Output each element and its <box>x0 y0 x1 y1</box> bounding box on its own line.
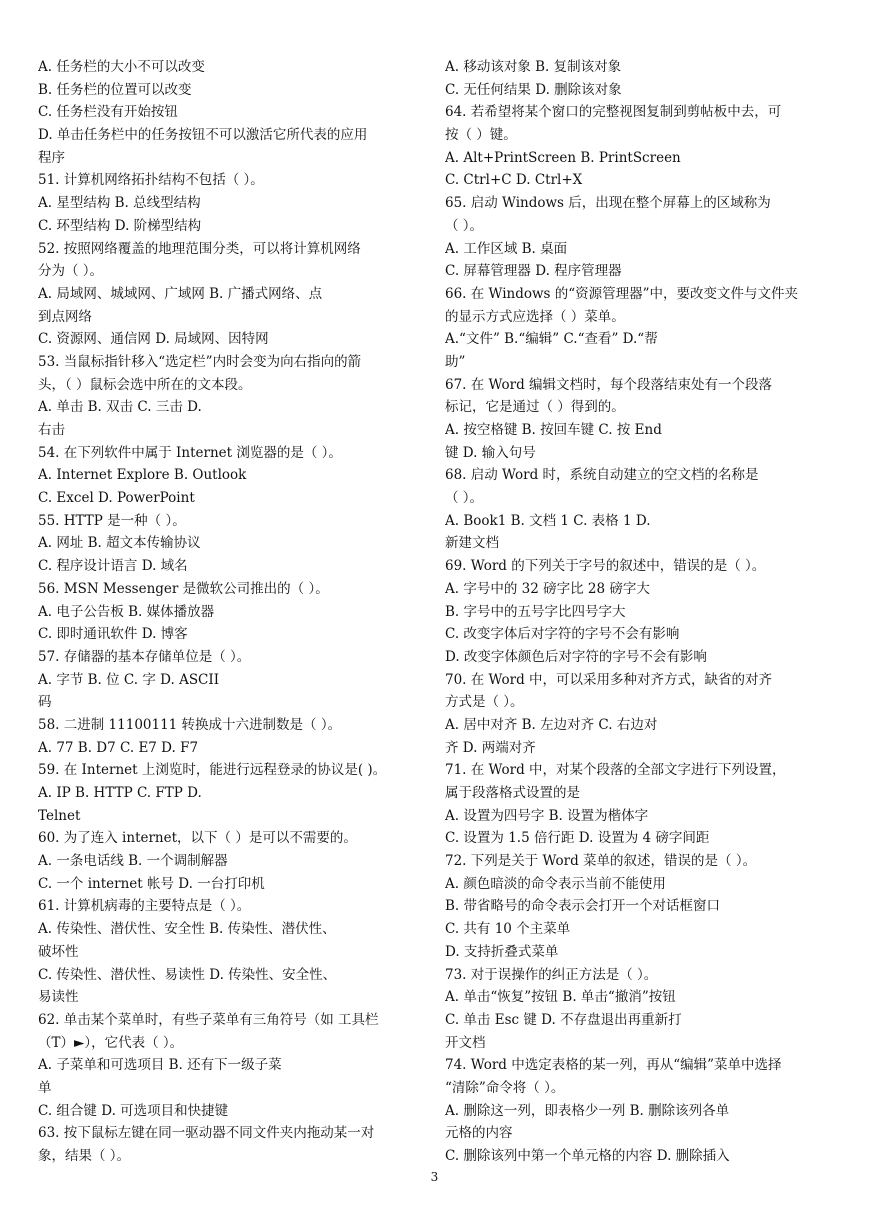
text-line: 标记，它是通过（ ）得到的。 <box>445 399 625 416</box>
text-line: 易读性 <box>38 989 79 1006</box>
left-column <box>38 56 423 1168</box>
text-line: A. 子菜单和可选项目 B. 还有下一级子菜 <box>38 1057 282 1074</box>
text-line: 66. 在 Windows 的“资源管理器”中，要改变文件与文件夹 <box>445 285 799 302</box>
text-line: 属于段落格式设置的是 <box>445 785 580 801</box>
text-line: C. 设置为 1.5 倍行距 D. 设置为 4 磅字间距 <box>445 830 710 847</box>
right-column <box>445 56 830 1168</box>
text-line: （ ）。 <box>445 490 484 507</box>
text-line: 53. 当鼠标指针移入“选定栏”内时会变为向右指向的箭 <box>38 353 362 370</box>
text-line: A. 移动该对象 B. 复制该对象 <box>445 59 622 75</box>
text-line: （T）►），它代表（ ）。 <box>38 1034 184 1051</box>
text-line: 码 <box>38 694 52 711</box>
text-line: 分为（ ）。 <box>38 263 104 280</box>
text-line: C. Ctrl+C D. Ctrl+X <box>445 172 583 189</box>
text-line: A. 单击“恢复”按钮 B. 单击“撤消”按钮 <box>445 989 676 1006</box>
text-line: 齐 D. 两端对齐 <box>445 739 536 756</box>
text-line: 头，（ ）鼠标会选中所在的文本段。 <box>38 376 252 393</box>
text-line: 59. 在 Internet 上浏览时，能进行远程登录的协议是( )。 <box>38 762 387 779</box>
text-line: 70. 在 Word 中，可以采用多种对齐方式，缺省的对齐 <box>445 671 773 688</box>
text-line: 58. 二进制 11100111 转换成十六进制数是（ ）。 <box>38 716 342 733</box>
text-line: B. 字号中的五号字比四号字大 <box>445 603 626 620</box>
text-line: C. 屏幕管理器 D. 程序管理器 <box>445 263 622 280</box>
text-line: A. 字号中的 32 磅字比 28 磅字大 <box>445 580 650 597</box>
text-line: 方式是（ ）。 <box>445 694 524 711</box>
text-line: C. 单击 Esc 键 D. 不存盘退出再重新打 <box>445 1011 682 1028</box>
text-line: 73. 对于误操作的纠正方法是（ ）。 <box>445 966 658 983</box>
text-line: A. 删除这一列，即表格少一列 B. 删除该列各单 <box>445 1102 730 1119</box>
text-line: A.“文件” B.“编辑” C.“查看” D.“帮 <box>445 331 658 348</box>
text-line: A. 网址 B. 超文本传输协议 <box>38 535 201 552</box>
text-line: 55. HTTP 是一种（ ）。 <box>38 512 186 529</box>
text-line: A. 设置为四号字 B. 设置为楷体字 <box>445 807 649 824</box>
text-line: C. 一个 internet 帐号 D. 一台打印机 <box>38 875 265 892</box>
text-line: A. 任务栏的大小不可以改变 <box>38 59 205 75</box>
text-line: A. 按空格键 B. 按回车键 C. 按 End <box>445 422 662 438</box>
text-line: C. 传染性、潜伏性、易读性 D. 传染性、安全性、 <box>38 966 337 983</box>
text-line: 52. 按照网络覆盖的地理范围分类，可以将计算机网络 <box>38 240 361 257</box>
text-line: C. 无任何结果 D. 删除该对象 <box>445 81 622 98</box>
text-line: A. 颜色暗淡的命令表示当前不能使用 <box>445 875 666 892</box>
text-line: D. 改变字体颜色后对字符的字号不会有影响 <box>445 648 707 665</box>
text-line: 57. 存储器的基本存储单位是（ ）。 <box>38 648 251 665</box>
text-line: 56. MSN Messenger 是微软公司推出的（ ）。 <box>38 580 329 597</box>
text-line: 64. 若希望将某个窗口的完整视图复制到剪帖板中去，可 <box>445 104 782 121</box>
text-line: 62. 单击某个菜单时，有些子菜单有三角符号（如 工具栏 <box>38 1011 379 1028</box>
text-line: A. Book1 B. 文档 1 C. 表格 1 D. <box>445 512 651 529</box>
text-line: B. 任务栏的位置可以改变 <box>38 81 192 98</box>
text-line: 右击 <box>38 422 65 438</box>
text-line: 开文档 <box>445 1034 486 1051</box>
text-line: 程序 <box>38 149 65 166</box>
text-line: 61. 计算机病毒的主要特点是（ ）。 <box>38 898 251 915</box>
text-line: Telnet <box>38 807 81 824</box>
text-line: 60. 为了连入 internet，以下（ ）是可以不需要的。 <box>38 830 357 847</box>
text-line: “清除”命令将（ ）。 <box>445 1079 565 1096</box>
text-line: A. 传染性、潜伏性、安全性 B. 传染性、潜伏性、 <box>38 921 336 938</box>
text-line: 74. Word 中选定表格的某一列，再从“编辑”菜单中选择 <box>445 1057 782 1074</box>
text-line: A. 电子公告板 B. 媒体播放器 <box>38 603 215 620</box>
text-line: C. 即时通讯软件 D. 博客 <box>38 626 188 643</box>
text-line: A. 工作区域 B. 桌面 <box>445 240 568 257</box>
text-line: A. 字节 B. 位 C. 字 D. ASCII <box>38 671 220 688</box>
text-line: D. 单击任务栏中的任务按钮不可以激活它所代表的应用 <box>38 127 368 144</box>
text-line: A. Internet Explore B. Outlook <box>38 467 247 484</box>
text-line: 72. 下列是关于 Word 菜单的叙述，错误的是（ ）。 <box>445 853 757 870</box>
text-line: A. 星型结构 B. 总线型结构 <box>38 195 201 212</box>
text-line: C. 程序设计语言 D. 域名 <box>38 558 188 575</box>
text-line: A. Alt+PrintScreen B. PrintScreen <box>445 149 681 166</box>
text-line: A. 单击 B. 双击 C. 三击 D. <box>38 399 202 416</box>
text-line: 新建文档 <box>445 535 499 552</box>
text-line: D. 支持折叠式菜单 <box>445 943 559 960</box>
text-line: C. 共有 10 个主菜单 <box>445 921 571 938</box>
text-line: C. 任务栏没有开始按钮 <box>38 104 178 121</box>
text-line: 69. Word 的下列关于字号的叙述中，错误的是（ ）。 <box>445 558 766 575</box>
text-line: 象，结果（ ）。 <box>38 1148 131 1164</box>
text-line: C. 组合键 D. 可选项目和快捷键 <box>38 1102 229 1119</box>
text-line: A. 77 B. D7 C. E7 D. F7 <box>38 739 199 756</box>
text-line: 按（ ）键。 <box>445 127 517 144</box>
text-line: C. Excel D. PowerPoint <box>38 490 195 507</box>
text-line: C. 资源网、通信网 D. 局域网、因特网 <box>38 331 269 348</box>
text-line: 63. 按下鼠标左键在同一驱动器不同文件夹内拖动某一对 <box>38 1125 375 1142</box>
text-line: B. 带省略号的命令表示会打开一个对话框窗口 <box>445 898 721 915</box>
text-line: 单 <box>38 1079 52 1096</box>
text-line: （ ）。 <box>445 217 484 234</box>
text-line: A. 居中对齐 B. 左边对齐 C. 右边对 <box>445 716 658 733</box>
text-line: A. 一条电话线 B. 一个调制解器 <box>38 853 228 870</box>
text-line: 65. 启动 Windows 后，出现在整个屏幕上的区域称为 <box>445 195 771 212</box>
text-line: 51. 计算机网络拓扑结构不包括（ ）。 <box>38 172 264 189</box>
text-line: 54. 在下列软件中属于 Internet 浏览器的是（ ）。 <box>38 444 342 461</box>
text-line: 元格的内容 <box>445 1125 513 1142</box>
text-line: 到点网络 <box>38 308 92 325</box>
text-line: 67. 在 Word 编辑文档时，每个段落结束处有一个段落 <box>445 376 773 393</box>
text-line: 71. 在 Word 中，对某个段落的全部文字进行下列设置， <box>445 762 786 779</box>
text-line: 键 D. 输入句号 <box>445 444 536 461</box>
text-line: C. 删除该列中第一个单元格的内容 D. 删除插入 <box>445 1148 730 1164</box>
text-line: A. 局域网、城域网、广域网 B. 广播式网络、点 <box>38 285 323 302</box>
text-line: 破坏性 <box>38 943 79 960</box>
text-line: C. 改变字体后对字符的字号不会有影响 <box>445 626 680 643</box>
text-line: C. 环型结构 D. 阶梯型结构 <box>38 217 202 234</box>
text-line: A. IP B. HTTP C. FTP D. <box>38 785 202 801</box>
page-number: 3 <box>430 1170 439 1184</box>
text-line: 的显示方式应选择（ ）菜单。 <box>445 308 625 325</box>
text-line: 68. 启动 Word 时，系统自动建立的空文档的名称是 <box>445 467 759 484</box>
text-line: 助” <box>445 353 466 370</box>
